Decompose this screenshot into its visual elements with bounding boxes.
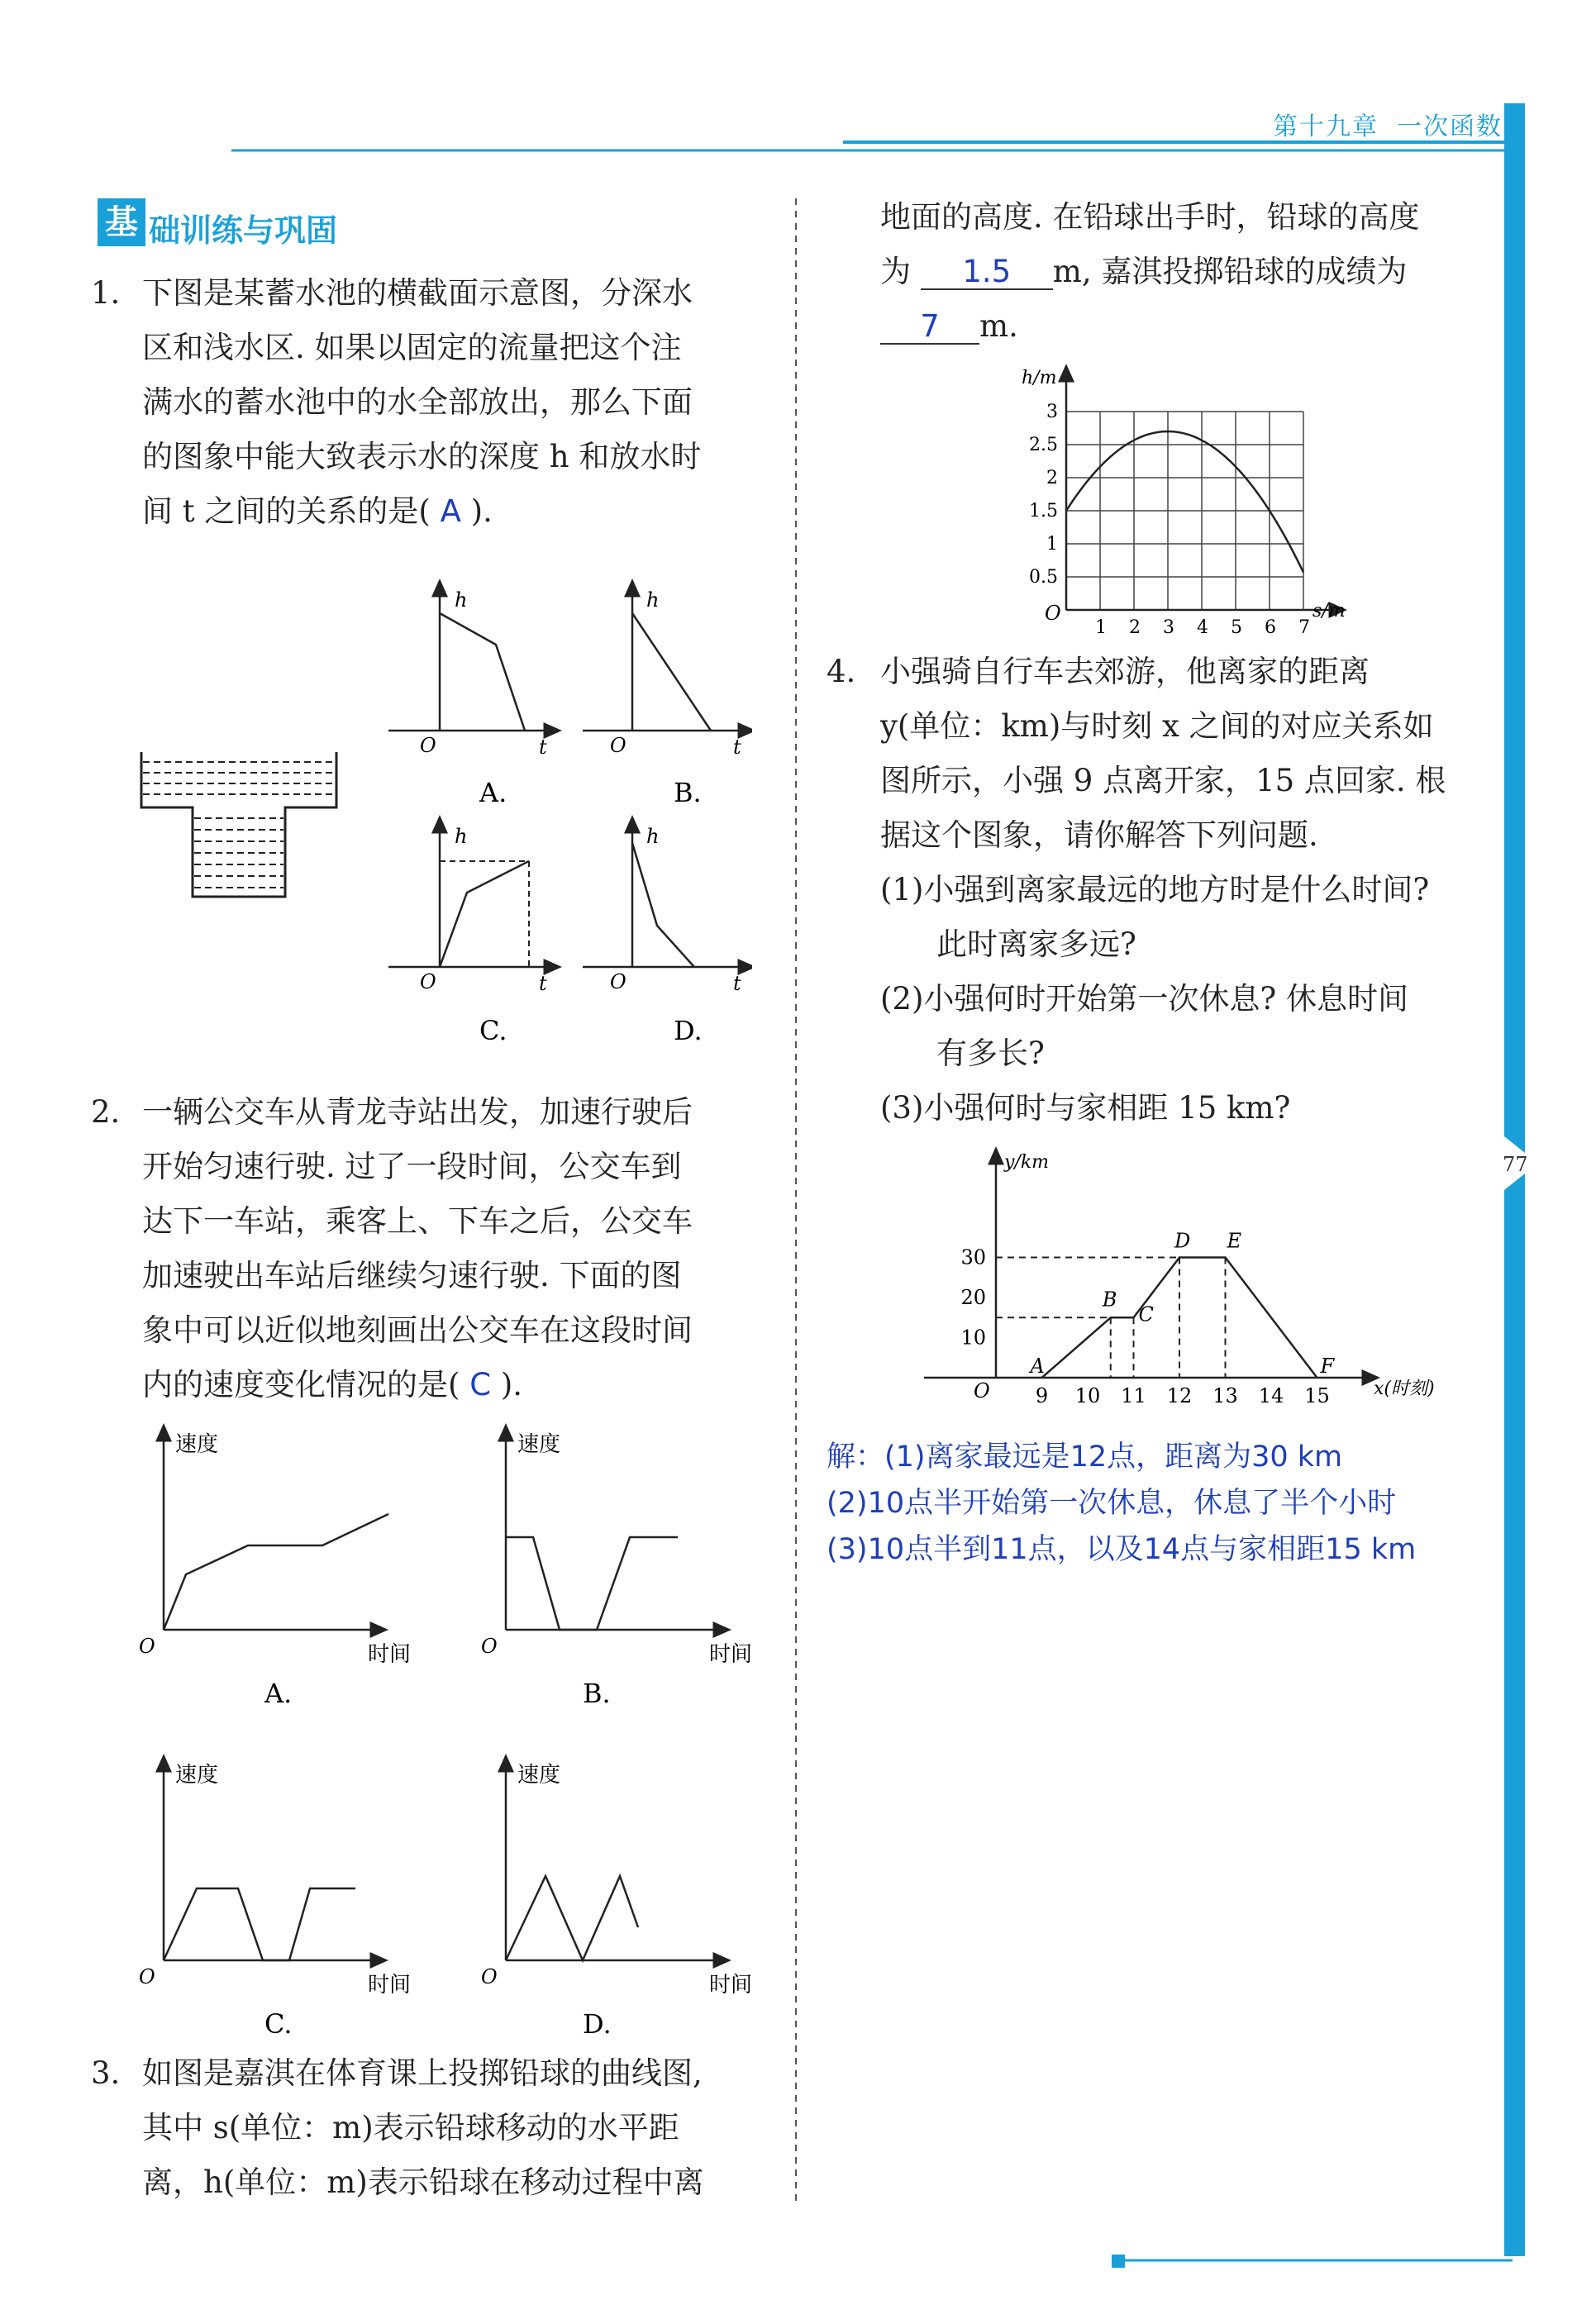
q1-answer: A (440, 493, 461, 529)
q3-answer-2: 7 (920, 308, 940, 344)
distance-point-label: E (1227, 1229, 1242, 1253)
q4-sub3: (3)小强何时与家相距 15 km? (880, 1090, 1291, 1126)
q1-graph-d (583, 823, 748, 1046)
section-badge: 基 (98, 198, 145, 246)
distance-ylabel: y/km (1004, 1152, 1050, 1173)
shotput-y-tick: 2 (1046, 468, 1058, 488)
reservoir-diagram (136, 748, 343, 901)
svg-text:h: h (646, 825, 660, 848)
q4-text: 小强骑自行车去郊游，他离家的距离 y(单位：km)与时刻 x 之间的对应关系如 图所示，小强 9 点离开家，15 点回家. 根 据这个图象，请你解答下列问题. (1)小强到离家最远的地方时是什么时间? 此时离家多远? (2)小强何时开始第一次休息? 休息时间 有多长? (3)小强何时与家相距 15 km? (880, 645, 1500, 1136)
distance-x-tick: 12 (1166, 1384, 1193, 1407)
shotput-grid (1066, 412, 1303, 610)
q1-graph-c (388, 823, 554, 1046)
q4-sub1a: (1)小强到离家最远的地方时是什么时间? (880, 872, 1430, 907)
svg-text:O: O (481, 1635, 498, 1658)
shotput-chart (1008, 364, 1364, 636)
shotput-ylabel: h/m (1022, 368, 1057, 388)
distance-point-label: F (1320, 1355, 1335, 1378)
distance-x-tick: 11 (1121, 1384, 1146, 1407)
q3-answer-1: 1.5 (962, 254, 1012, 289)
svg-text:时间: 时间 (709, 1642, 753, 1667)
q2-graph-d (481, 1762, 752, 2040)
svg-text:O: O (139, 1965, 155, 1988)
svg-text:O: O (610, 734, 626, 757)
page-number: 77 (1503, 1153, 1528, 1176)
svg-text:A.: A. (264, 1678, 293, 1709)
distance-x-tick: 13 (1212, 1384, 1238, 1407)
distance-origin: O (974, 1379, 990, 1402)
svg-text:O: O (420, 970, 436, 993)
shotput-curve (1066, 431, 1303, 573)
svg-text:O: O (610, 970, 626, 993)
svg-text:D.: D. (674, 1015, 703, 1046)
header-chapter: 第十九章 (1273, 112, 1379, 141)
svg-text:A.: A. (479, 777, 507, 808)
q4-number: 4. (827, 654, 856, 689)
distance-x-tick: 14 (1258, 1384, 1284, 1407)
shotput-x-tick: 5 (1231, 617, 1242, 636)
svg-text:速度: 速度 (517, 1432, 561, 1457)
svg-text:时间: 时间 (368, 1642, 412, 1667)
shotput-x-tick: 6 (1265, 617, 1276, 636)
distance-point-label: A (1030, 1355, 1045, 1378)
distance-y-tick: 30 (960, 1245, 986, 1269)
q3-text-left: 如图是嘉淇在体育课上投掷铅球的曲线图, 其中 s(单位：m)表示铅球移动的水平距 离，h(单位：m)表示铅球在移动过程中离 (142, 2055, 704, 2200)
distance-y-tick: 20 (960, 1286, 986, 1309)
q4-answer-3: (3)10点半到11点，以及14点与家相距15 km (827, 1533, 1417, 1566)
distance-x-tick: 10 (1074, 1384, 1101, 1407)
shotput-y-tick: 1.5 (1029, 501, 1058, 521)
svg-text:t: t (539, 972, 547, 995)
q4-answer-2: (2)10点半开始第一次休息，休息了半个小时 (827, 1487, 1397, 1520)
q4-sub1b: 此时离家多远? (936, 926, 1136, 962)
q2-graph-a (139, 1431, 411, 1709)
q1-graph-b (583, 587, 748, 808)
distance-point-label: C (1138, 1302, 1154, 1326)
q1-graph-a (388, 587, 554, 808)
shotput-x-tick: 7 (1298, 617, 1310, 636)
svg-text:C.: C. (264, 2008, 293, 2040)
svg-text:t: t (539, 736, 547, 759)
distance-x-tick: 9 (1035, 1384, 1049, 1407)
q1-number: 1. (91, 275, 121, 311)
svg-text:D.: D. (583, 2008, 612, 2040)
svg-text:h: h (455, 825, 468, 848)
shotput-x-tick: 3 (1163, 617, 1174, 636)
distance-x-tick: 15 (1304, 1384, 1330, 1407)
q2-graph-b (481, 1431, 752, 1709)
section-title: 础训练与巩固 (149, 212, 338, 249)
q2-graph-c (139, 1762, 411, 2040)
q4-sub2a: (2)小强何时开始第一次休息? 休息时间 (880, 981, 1409, 1017)
header-topic: 一次函数 (1397, 112, 1503, 141)
q2-graphs (132, 1421, 785, 2050)
shotput-y-tick: 0.5 (1029, 567, 1058, 588)
svg-text:时间: 时间 (709, 1973, 753, 1998)
distance-point-label: D (1174, 1229, 1191, 1253)
shotput-x-tick: 1 (1095, 617, 1107, 636)
q4-sub2b: 有多长? (936, 1036, 1045, 1071)
svg-text:C.: C. (479, 1015, 507, 1046)
svg-text:O: O (139, 1635, 155, 1658)
svg-text:B.: B. (583, 1678, 611, 1709)
q2-number: 2. (91, 1094, 121, 1130)
shotput-origin: O (1045, 602, 1061, 625)
svg-text:速度: 速度 (517, 1763, 561, 1788)
distance-xlabel: x(时刻) (1374, 1379, 1435, 1399)
shotput-y-tick: 2.5 (1029, 435, 1058, 455)
q3-number: 3. (91, 2055, 121, 2091)
distance-y-tick: 10 (960, 1326, 986, 1350)
svg-text:O: O (420, 734, 436, 757)
q2-text: 一辆公交车从青龙寺站出发，加速行驶后 开始匀速行驶. 过了一段时间，公交车到 达下一车站，乘客上、下车之后，公交车 加速驶出车站后继续匀速行驶. 下面的图 象中可以近似地刻画出公交车在这段时间 内的速度变化情况的是( C ). (142, 1094, 693, 1402)
svg-text:t: t (733, 972, 741, 995)
shotput-y-tick: 3 (1046, 402, 1058, 422)
svg-text:B.: B. (674, 777, 702, 808)
shotput-x-tick: 4 (1197, 617, 1208, 636)
distance-chart (917, 1145, 1463, 1417)
svg-text:t: t (733, 736, 741, 759)
q4-answer-1: 解：(1)离家最远是12点，距离为30 km (827, 1440, 1343, 1474)
shotput-y-tick: 1 (1046, 534, 1058, 555)
q2-answer: C (469, 1367, 492, 1402)
svg-text:速度: 速度 (175, 1763, 219, 1788)
shotput-x-tick: 2 (1129, 617, 1141, 636)
svg-text:h: h (646, 588, 660, 612)
shotput-xlabel: s/m (1313, 601, 1346, 621)
distance-point-label: B (1102, 1288, 1117, 1312)
svg-text:时间: 时间 (368, 1973, 412, 1998)
q1-graphs (388, 579, 752, 1058)
q1-text: 下图是某蓄水池的横截面示意图，分深水 区和浅水区. 如果以固定的流量把这个注 满水的蓄水池中的水全部放出，那么下面 的图象中能大致表示水的深度 h 和放水时 间 t 之间的关系的是( A ). (142, 275, 702, 529)
svg-text:h: h (455, 588, 468, 612)
svg-text:O: O (481, 1965, 498, 1988)
q4-answers (827, 1434, 1416, 1573)
q3-text-right: 地面的高度. 在铅球出手时，铅球的高度 为 1.5 m, 嘉淇投掷铅球的成绩为 7 m. (880, 199, 1420, 344)
svg-text:速度: 速度 (175, 1432, 219, 1457)
